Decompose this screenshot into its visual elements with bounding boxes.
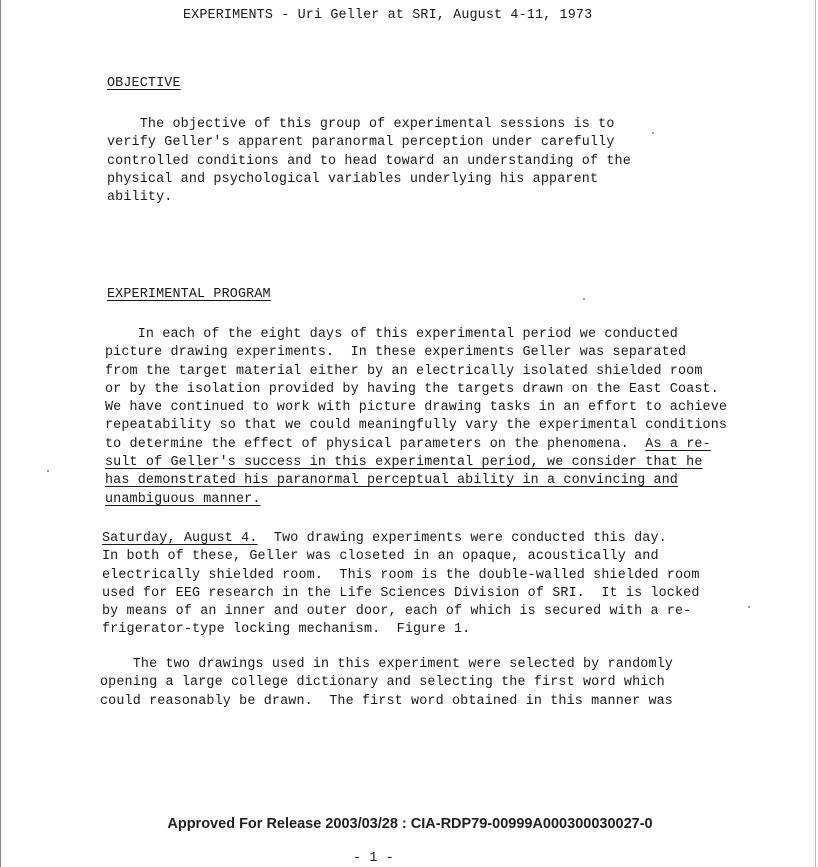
objective-line: The objective of this group of experimental sessions is to <box>107 117 615 132</box>
saturday-line: In both of these, Geller was closeted in an opaque, acoustically and <box>102 549 659 565</box>
scan-speck <box>47 470 49 472</box>
drawings-paragraph <box>100 656 673 711</box>
program-line: or by the isolation provided by having the targets drawn on the East Coast. <box>105 381 719 397</box>
saturday-line: frigerator-type locking mechanism. Figure 1. <box>102 622 471 638</box>
objective-line: physical and psychological variables underlying his apparent <box>107 171 599 187</box>
objective-line: controlled conditions and to head toward an understanding of the <box>107 153 631 169</box>
page-number: - 1 - <box>353 851 394 866</box>
program-line-text: to determine the effect of physical parameters on the phenomena. <box>105 436 646 452</box>
saturday-line: used for EEG research in the Life Sciences Division of SRI. It is locked <box>102 585 700 601</box>
saturday-first-text: Two drawing experiments were conducted this day. <box>257 531 667 546</box>
drawings-line: opening a large college dictionary and selecting the first word which <box>100 675 665 691</box>
underlined-conclusion-text: As a re- <box>645 436 711 452</box>
program-line: We have continued to work with picture drawing tasks in an effort to achieve <box>105 400 728 416</box>
drawings-line: The two drawings used in this experiment were selected by randomly <box>100 657 673 672</box>
program-line <box>105 436 727 454</box>
scan-speck <box>652 132 654 134</box>
objective-line: ability. <box>107 190 173 206</box>
underlined-conclusion-line: sult of Geller's success in this experimental period, we consider that he <box>105 455 703 471</box>
program-line: In each of the eight days of this experimental period we conducted <box>105 327 678 342</box>
scan-speck <box>583 298 585 300</box>
saturday-paragraph <box>102 530 700 640</box>
program-paragraph <box>105 326 727 509</box>
saturday-heading: Saturday, August 4. <box>102 531 258 546</box>
objective-line: verify Geller's apparent paranormal perception under carefully <box>107 135 615 151</box>
saturday-line: by means of an inner and outer door, each of which is secured with a re- <box>102 604 692 620</box>
underlined-conclusion-line: has demonstrated his paranormal perceptual ability in a convincing and <box>105 473 678 489</box>
program-heading: EXPERIMENTAL PROGRAM <box>107 287 271 302</box>
document-title: EXPERIMENTS - Uri Geller at SRI, August 4-11, 1973 <box>183 8 593 23</box>
objective-heading: OBJECTIVE <box>107 76 181 91</box>
underlined-conclusion-line: unambiguous manner. <box>105 491 261 507</box>
objective-paragraph <box>107 116 631 207</box>
saturday-line: electrically shielded room. This room is the double-walled shielded room <box>102 567 700 583</box>
scan-speck <box>748 606 750 608</box>
program-line: repeatability so that we could meaningfully vary the experimental conditions <box>105 418 728 434</box>
program-line: from the target material either by an electrically isolated shielded room <box>105 363 703 379</box>
program-line: picture drawing experiments. In these experiments Geller was separated <box>105 345 687 361</box>
approved-release-stamp: Approved For Release 2003/03/28 : CIA-RDP79-00999A000300030027-0 <box>167 816 653 832</box>
drawings-line: could reasonably be drawn. The first word obtained in this manner was <box>100 693 673 709</box>
saturday-first-line <box>102 530 700 548</box>
